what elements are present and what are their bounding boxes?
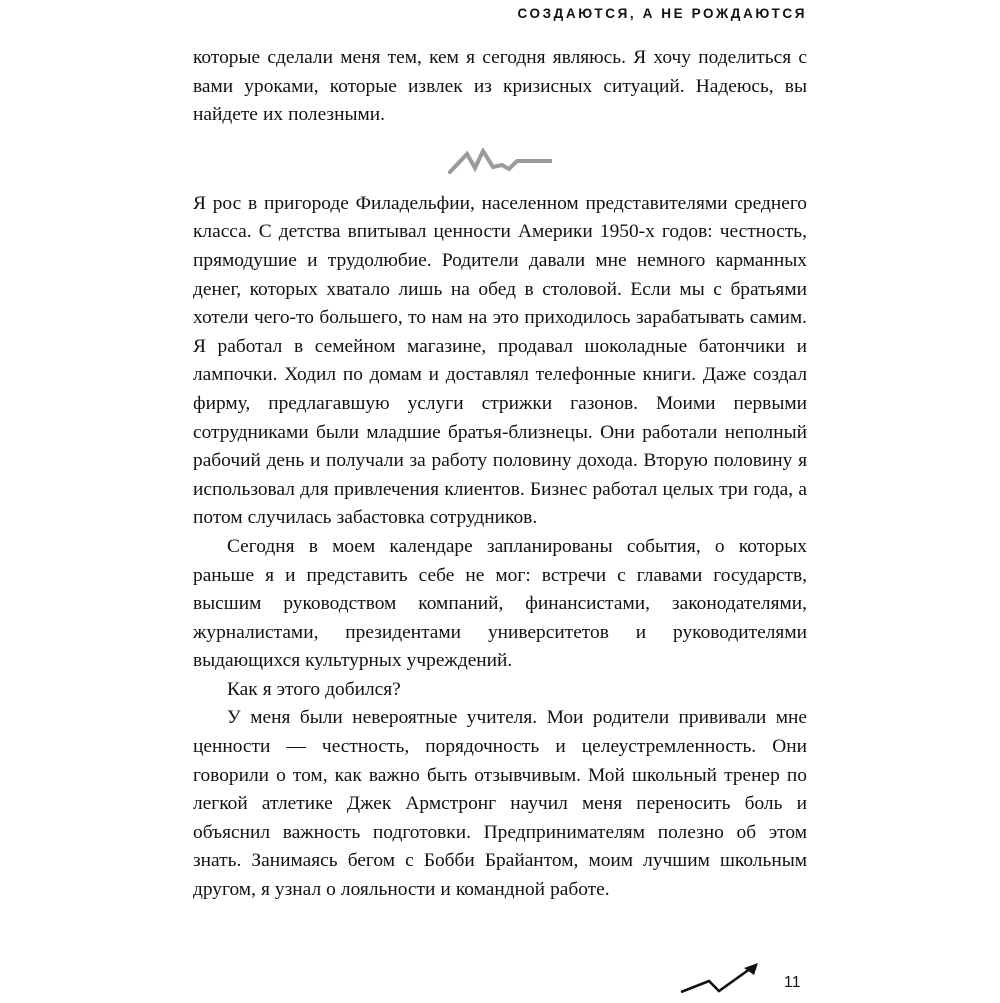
upward-trend-arrow: [678, 958, 774, 1003]
body-paragraph-calendar: Сегодня в моем календаре запланированы события, о которых раньше я и представить себе не мог: встречи с главами государств, высшим руководством компаний, финансистами, законодателями, журналистами, президентами университетов и руководителями выдающихся культурных учреждений.: [193, 535, 807, 672]
body-paragraph-teachers: У меня были невероятные учителя. Мои родители прививали мне ценности — честность, порядочность и целеустремленность. Они говорили о том, как важно быть отзывчивым. Мой школьный тренер по легкой атлетике Джек Армстронг научил меня переносить боль и объяснил важность подготовки. Предпринимателям полезно об этом знать. Занимаясь бегом с Бобби Брайантом, моим лучшим школьным другом, я узнал о лояльности и командной работе.: [193, 707, 807, 901]
running-head: СОЗДАЮТСЯ, А НЕ РОЖДАЮТСЯ: [517, 6, 807, 21]
ornament-divider: [193, 134, 807, 188]
text-column: [193, 44, 807, 905]
page-footer: [0, 958, 1000, 1000]
body-paragraph-philadelphia: Я рос в пригороде Филадельфии, населенном представителями среднего класса. С детства впитывал ценности Америки 1950-х годов: честность, прямодушие и трудолюбие. Родители давали мне немного карманных денег, которых хватало лишь на обед в столовой. Если мы с братьями хотели чего-то большего, то нам на это приходилось зарабатывать самим. Я работал в семейном магазине, продавал шоколадные батончики и лампочки. Ходил по домам и доставлял телефонные книги. Даже создал фирму, предлагавшую услуги стрижки газонов. Моими первыми сотрудниками были младшие братья-близнецы. Они работали неполный рабочий день и получали за работу половину дохода. Вторую половину я использовал для привлечения клиентов. Бизнес работал целых три года, а потом случилась забастовка сотрудников.: [193, 192, 807, 529]
body-paragraph-question: Как я этого добился?: [227, 678, 401, 700]
upward-trend-arrow-icon: [678, 958, 774, 998]
body-paragraph-continued: которые сделали меня тем, кем я сегодня являюсь. Я хочу поделиться с вами уроками, которые извлек из кризисных ситуаций. Надеюсь, вы найдете их полезными.: [193, 47, 807, 126]
page-number: 11: [784, 974, 801, 991]
zigzag-squiggle-icon: [448, 148, 552, 174]
